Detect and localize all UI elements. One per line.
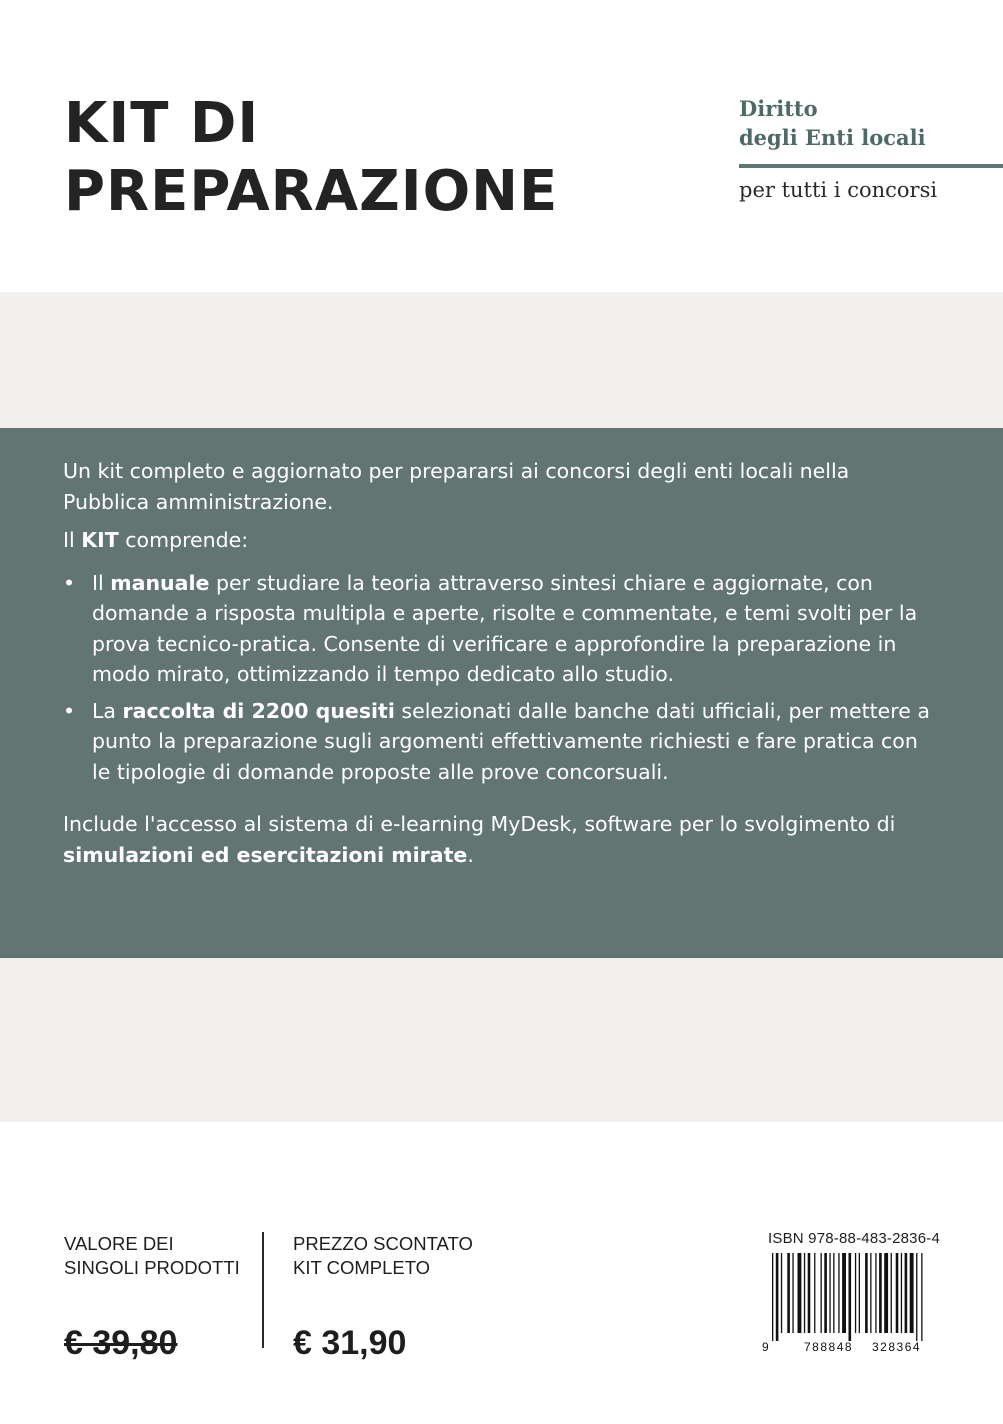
barcode-bar — [781, 1253, 782, 1333]
description-panel — [0, 428, 1003, 958]
barcode-digits-left: 788848 — [804, 1340, 854, 1354]
new-price-block — [293, 1232, 473, 1363]
series-subtitle: per tutti i concorsi — [739, 178, 938, 202]
include-suffix: . — [467, 842, 474, 867]
barcode-bar — [814, 1253, 815, 1333]
barcode-bar — [921, 1253, 922, 1341]
barcode-bar — [772, 1253, 773, 1341]
barcode-bar — [896, 1253, 899, 1333]
kit-heading — [63, 525, 933, 556]
barcode-bar — [776, 1253, 779, 1341]
list-item-text: selezionati dalle banche dati ufficiali, per mettere a punto la preparazione sugli argomenti effettivamente richiesti e fare pratica con le tipologie di domande proposte alle prove concorsuali. — [92, 698, 930, 784]
old-price-label-line-2: SINGOLI PRODOTTI — [64, 1257, 240, 1278]
barcode-bar — [910, 1253, 914, 1333]
barcode-bar — [808, 1253, 811, 1333]
title-line-2: PREPARAZIONE — [64, 159, 559, 224]
new-price-label-line-2: KIT COMPLETO — [293, 1257, 431, 1278]
price-divider — [262, 1232, 264, 1348]
series-name — [739, 94, 1003, 164]
barcode-bar — [821, 1253, 822, 1333]
series-divider — [739, 164, 1003, 168]
barcode-bar — [916, 1253, 917, 1341]
new-price-value: € 31,90 — [293, 1324, 407, 1362]
series-name-line-2: degli Enti locali — [739, 125, 926, 150]
contents-list — [63, 568, 933, 788]
top-light-band — [0, 292, 1003, 428]
barcode-bar — [842, 1253, 846, 1333]
new-price-label — [293, 1232, 473, 1280]
barcode-bar — [833, 1253, 834, 1333]
old-price-label — [64, 1232, 240, 1280]
list-item-raccolta — [63, 696, 933, 788]
barcode-bar — [905, 1253, 908, 1333]
intro-text: Un kit completo e aggiornato per prepararsi ai concorsi degli enti locali nella Pubblica amministrazione. — [63, 459, 850, 514]
barcode-bar — [865, 1253, 868, 1333]
barcode-bar — [792, 1253, 793, 1333]
bullet-dot: • — [63, 698, 76, 723]
series-block — [739, 94, 1003, 202]
barcode-bar — [891, 1253, 892, 1333]
include-bold: simulazioni ed esercitazioni mirate — [63, 842, 468, 867]
kit-prefix: Il — [63, 528, 82, 552]
old-price-block — [64, 1232, 240, 1363]
list-item-manuale — [63, 568, 933, 690]
barcode-digits-right: 328364 — [872, 1340, 922, 1354]
bottom-light-band — [0, 958, 1003, 1122]
title-line-1: KIT DI — [64, 91, 260, 156]
include-prefix: Include l'accesso al sistema di e-learning MyDesk, software per lo svolgimento di — [63, 812, 896, 836]
isbn-text: ISBN 978-88-483-2836-4 — [768, 1230, 941, 1247]
barcode-bar — [859, 1253, 860, 1333]
barcode-bar — [838, 1253, 839, 1333]
include-text — [63, 809, 933, 870]
barcode-bar — [798, 1253, 802, 1333]
bullet-dot: • — [63, 570, 76, 595]
barcode-block — [752, 1230, 952, 1360]
list-item-text: per studiare la teoria attraverso sintesi chiare e aggiornate, con domande a risposta multipla e aperte, risolte e commentate, e temi svolti per la prova tecnico-pratica. Consente di verificare e approfondire la preparazione in modo mirato, ottimizzando il tempo dedicato allo studio. — [92, 570, 918, 686]
new-price-label-line-1: PREZZO SCONTATO — [293, 1233, 473, 1254]
barcode-bar — [787, 1253, 790, 1333]
barcode-bar — [829, 1253, 830, 1333]
barcode-digit-first: 9 — [762, 1340, 769, 1354]
list-item-bold: raccolta di 2200 quesiti — [122, 698, 395, 723]
old-price-label-line-1: VALORE DEI — [64, 1233, 174, 1254]
barcode-bar — [879, 1253, 882, 1333]
barcode-bar — [875, 1253, 876, 1333]
series-name-line-1: Diritto — [739, 96, 818, 121]
list-item-prefix: Il — [92, 570, 111, 595]
barcode-bar — [855, 1253, 856, 1333]
list-item-prefix: La — [92, 698, 123, 723]
barcode-image — [752, 1249, 952, 1357]
barcode-bar — [884, 1253, 888, 1333]
old-price-value: € 39,80 — [64, 1324, 178, 1362]
barcode-bar — [870, 1253, 871, 1333]
barcode-bar — [849, 1253, 852, 1341]
barcode-bar — [901, 1253, 902, 1333]
kit-bold: KIT — [81, 528, 119, 552]
kit-suffix: comprende: — [118, 528, 249, 552]
list-item-bold: manuale — [110, 570, 210, 595]
barcode-bar — [824, 1253, 827, 1333]
barcode-bar — [804, 1253, 805, 1333]
